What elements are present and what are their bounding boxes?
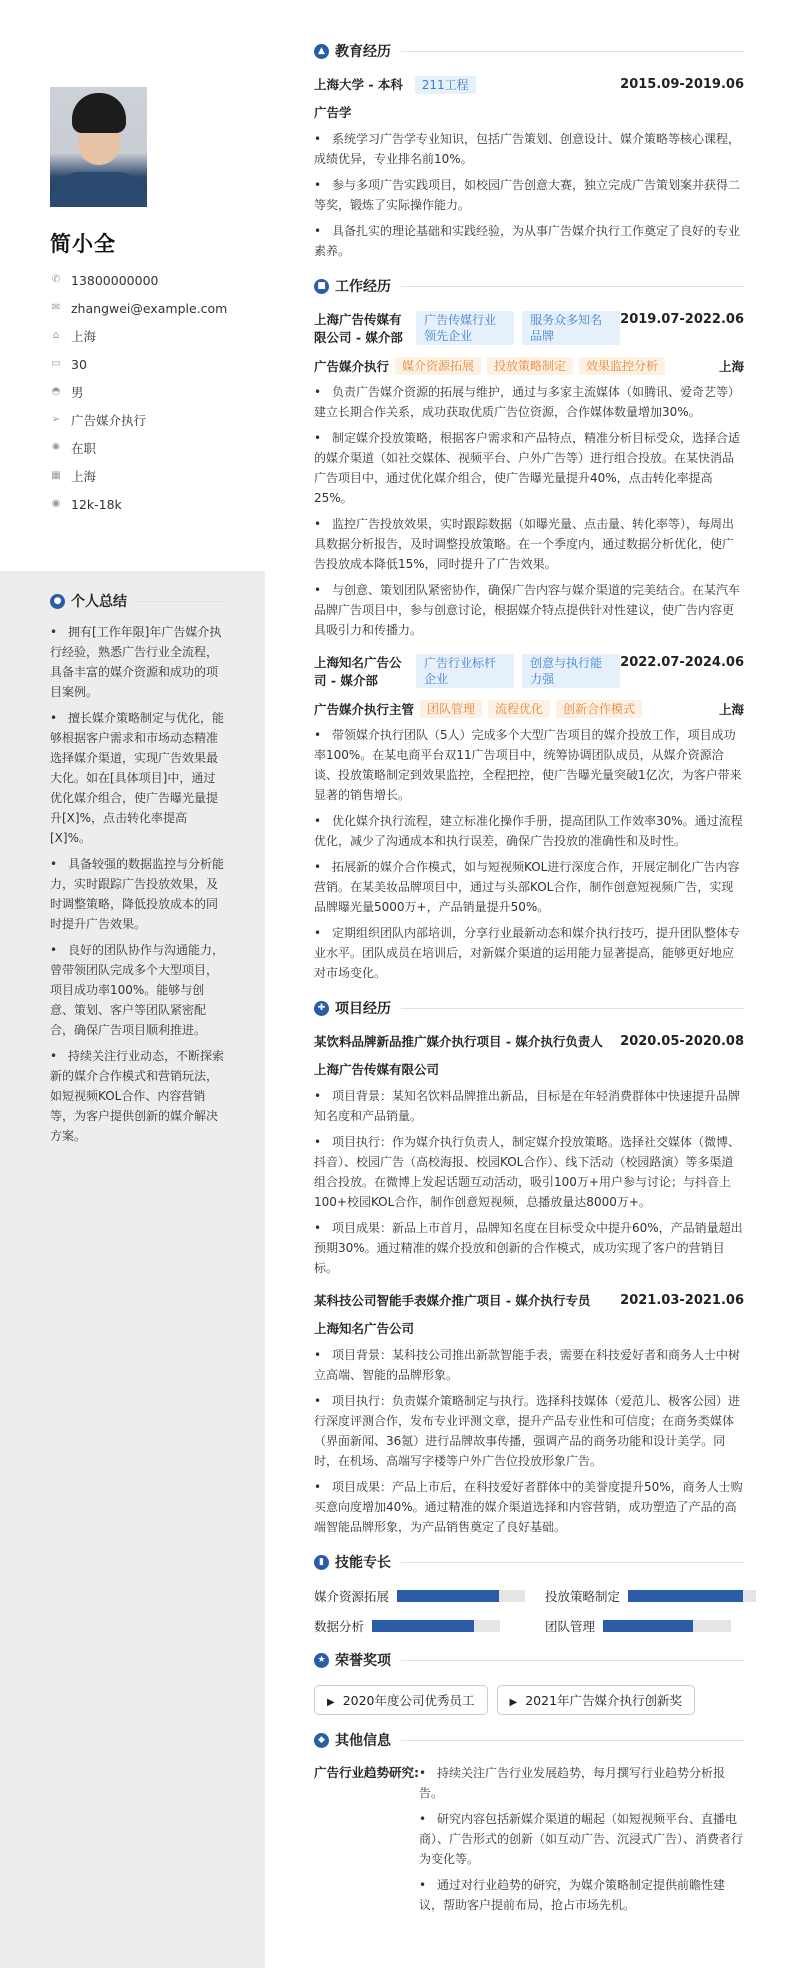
summary-item: • 具备较强的数据监控与分析能力，实时跟踪广告投放效果，及时调整策略，降低投放成本的同时提升广告效果。 xyxy=(50,857,225,931)
summary-item: • 擅长媒介策略制定与优化，能够根据客户需求和市场动态精准选择媒介渠道，实现广告效果最大化。如在[具体项目]中，通过优化媒介组合，使广告曝光量提升[X]%，点击转化率提高[X]%。 xyxy=(50,711,225,845)
skill-tag: 团队管理 xyxy=(420,700,482,718)
status-icon: ✺ xyxy=(51,442,61,453)
divider xyxy=(401,286,744,287)
briefcase-icon: ■ xyxy=(314,279,329,294)
education-date: 2015.09-2019.06 xyxy=(620,77,744,92)
other-item: • 研究内容包括新媒介渠道的崛起（如短视频平台、直播电商）、广告形式的创新（如互动广告、沉浸式广告）、消费者行为变化等。 xyxy=(419,1812,744,1866)
avatar xyxy=(50,87,147,207)
grid-icon: ✚ xyxy=(314,1001,329,1016)
skill-item: 媒介资源拓展 xyxy=(314,1587,525,1605)
awards-section: ★ 荣誉奖项 ▶ 2020年度公司优秀员工 ▶ 2021年广告媒介执行创新奖 xyxy=(314,1649,744,1715)
other-section: ◆ 其他信息 广告行业趋势研究: • 持续关注广告行业发展趋势，每月撰写行业趋势分析报告。 • 研究内容包括新媒介渠道的崛起（如短视频平台、直播电商）、广告形式的创新（如互动广告、沉浸式广告）、消费者行为变化等。 • 通过对行业趋势的研究，为媒介策略制定提供前瞻性建议，帮助客户提前布局，抢占市场先机。 xyxy=(314,1729,744,1921)
project-entry xyxy=(314,1292,744,1537)
job-entry xyxy=(314,311,744,640)
skill-bar xyxy=(628,1590,756,1602)
company-tag: 广告行业标杆企业 xyxy=(416,654,514,688)
divider xyxy=(401,1660,744,1661)
job-role: 广告媒介执行主管 xyxy=(314,702,415,717)
mail-icon: ✉ xyxy=(51,302,61,313)
company-name: 上海知名广告公司 - 媒介部 xyxy=(314,655,402,688)
award-icon: ★ xyxy=(314,1653,329,1668)
skills-section: ▮ 技能专长 媒介资源拓展 投放策略制定 数据分析 团队管理 xyxy=(314,1551,744,1635)
company-tag: 广告传媒行业领先企业 xyxy=(416,311,514,345)
info-email: ✉ zhangwei@example.com xyxy=(51,300,228,316)
education-item: • 具备扎实的理论基础和实践经验，为从事广告媒介执行工作奠定了良好的专业素养。 xyxy=(314,224,741,258)
divider xyxy=(401,1740,744,1741)
job-location: 上海 xyxy=(718,359,744,374)
info-salary: ◉ 12k-18k xyxy=(51,496,122,512)
summary-item: • 拥有[工作年限]年广告媒介执行经验，熟悉广告行业全流程，具备丰富的媒介资源和成功的项目案例。 xyxy=(50,625,222,699)
summary-section xyxy=(50,590,225,1152)
major: 广告学 xyxy=(314,105,352,120)
divider xyxy=(137,601,225,602)
building-icon: ▦ xyxy=(51,470,61,481)
info-position: ➢ 广告媒介执行 xyxy=(51,413,147,428)
skill-tag: 投放策略制定 xyxy=(487,357,573,375)
skill-item: 投放策略制定 xyxy=(545,1587,756,1605)
play-icon: ▶ xyxy=(509,1697,518,1708)
user-icon: ● xyxy=(50,594,65,609)
project-item: • 项目成果：产品上市后，在科技爱好者群体中的美誉度提升50%，商务人士购买意向度增加40%。通过精准的媒介渠道选择和内容营销，成功塑造了产品的高端智能品牌形象，为产品销售奠定了良好基础。 xyxy=(314,1480,743,1534)
project-name: 某饮料品牌新品推广媒介执行项目 - 媒介执行负责人 xyxy=(314,1034,603,1049)
job-date: 2019.07-2022.06 xyxy=(620,312,744,327)
graduation-cap-icon: ▲ xyxy=(314,44,329,59)
divider xyxy=(401,1562,744,1563)
skill-tag: 创新合作模式 xyxy=(556,700,642,718)
divider xyxy=(401,51,744,52)
other-label: 广告行业趋势研究: xyxy=(314,1765,419,1780)
info-status: ✺ 在职 xyxy=(51,441,97,456)
skill-tag: 流程优化 xyxy=(488,700,550,718)
project-item: • 项目成果：新品上市首月，品牌知名度在目标受众中提升60%，产品销量超出预期30%。通过精准的媒介投放和创新的合作模式，成功实现了客户的营销目标。 xyxy=(314,1221,743,1275)
job-entry xyxy=(314,654,744,983)
info-work-city: ▦ 上海 xyxy=(51,469,97,484)
job-item: • 拓展新的媒介合作模式，如与短视频KOL进行深度合作，开展定制化广告内容营销。在某美妆品牌项目中，通过与头部KOL合作，制作创意短视频广告，实现品牌曝光量5000万+，产品销量提升50%。 xyxy=(314,860,740,914)
project-entry xyxy=(314,1033,744,1278)
project-item: • 项目背景：某科技公司推出新款智能手表，需要在科技爱好者和商务人士中树立高端、智能的品牌形象。 xyxy=(314,1348,741,1382)
company-tag: 创意与执行能力强 xyxy=(522,654,620,688)
divider xyxy=(401,1008,744,1009)
send-icon: ➢ xyxy=(51,414,61,425)
job-item: • 与创意、策划团队紧密协作，确保广告内容与媒介渠道的完美结合。在某汽车品牌广告项目中，参与创意讨论，根据媒介特点提供针对性建议，使广告内容更具吸引力和传播力。 xyxy=(314,583,741,637)
skill-tag: 效果监控分析 xyxy=(579,357,665,375)
project-date: 2020.05-2020.08 xyxy=(620,1034,744,1049)
candidate-name: 简小全 xyxy=(50,232,116,256)
job-role: 广告媒介执行 xyxy=(314,359,390,374)
job-item: • 优化媒介执行流程，建立标准化操作手册，提高团队工作效率30%。通过流程优化，减少了沟通成本和执行误差，确保广告投放的准确性和及时性。 xyxy=(314,814,743,848)
job-item: • 负责广告媒介资源的拓展与维护，通过与多家主流媒体（如腾讯、爱奇艺等）建立长期合作关系，成功获取优质广告位资源，合作媒体数量增加30%。 xyxy=(314,385,741,419)
work-section: ■ 工作经历 上海广告传媒有限公司 - 媒介部 广告传媒行业领先企业 服务众多知名品牌 2019.07-2022.06 广告媒介执行 媒介资源拓展 投放策略制定 效果监控分析 上海 • 负责广告媒介资源的拓展与维护，通过与多家主流媒体（如腾讯、爱奇艺等）建立长期合作关系，成功获取优质广告位资源，合作媒体数量增加30%。 • 制定媒介投放策略，根据客户需求和产品特点，精准分析目标受众，选择合适的媒介渠道（如社交媒体、视频平台、户外广告等）进行组合投放。在某快消品广告项目中，通过优化媒介组合，使广告曝光量提升40%，点击转化率提高25%。 • 监控广告投放效果，实时跟踪数据（如曝光量、点击量、转化率等），每周出具数据分析报告，及时调整投放策略。在一个季度内，通过数据分析优化，使广告投放成本降低15%，同时提升了广告效果。 • 与创意、策划团队紧密协作，确保广告内容与媒介渠道的完美结合。在某汽车品牌广告项目中，参与创意讨论，根据媒介特点提供针对性建议，使广告内容更具吸引力和传播力。 上海知名广告公司 - 媒介部 广告行业标杆企业 创意与执行能力强 2022.07-2024.06 广告媒介执行主管 团队管理 流程优化 创新合作模式 上海 • 带领媒介执行团队（5人）完成多个大型广告项目的媒介投放工作，项目成功率100%。在某电商平台双11广告项目中，统筹协调团队成员，从媒介资源洽谈、投放策略制定到效果监控，全程把控，使广告曝光量突破1亿次，为客户带来显著的销售增长。 • 优化媒介执行流程，建立标准化操作手册，提高团队工作效率30%。通过流程优化，减少了沟通成本和执行误差，确保广告投放的准确性和及时性。 • 拓展新的媒介合作模式，如与短视频KOL进行深度合作，开展定制化广告内容营销。在某美妆品牌项目中，通过与头部KOL合作，制作创意短视频广告，实现品牌曝光量5000万+，产品销量提升50%。 • 定期组织团队内部培训，分享行业最新动态和媒介执行技巧，提升团队整体专业水平。团队成员在培训后，对新媒介渠道的运用能力显著提高，能够更好地应对市场变化。 xyxy=(314,275,744,983)
home-icon: ⌂ xyxy=(52,330,60,341)
project-company: 上海知名广告公司 xyxy=(314,1321,415,1336)
job-item: • 制定媒介投放策略，根据客户需求和产品特点，精准分析目标受众，选择合适的媒介渠道（如社交媒体、视频平台、户外广告等）进行组合投放。在某快消品广告项目中，通过优化媒介组合，使广告曝光量提升40%，点击转化率提高25%。 xyxy=(314,431,741,505)
education-section: ▲ 教育经历 上海大学 - 本科 211工程 2015.09-2019.06 广告学 • 系统学习广告学专业知识，包括广告策划、创意设计、媒介策略等核心课程，成绩优异，专业排名前10%。 • 参与多项广告实践项目，如校园广告创意大赛，独立完成广告策划案并获得二等奖，锻炼了实际操作能力。 • 具备扎实的理论基础和实践经验，为从事广告媒介执行工作奠定了良好的专业素养。 xyxy=(314,40,744,261)
contact-info-list xyxy=(50,266,227,518)
info-gender: ◓ 男 xyxy=(51,385,84,400)
job-location: 上海 xyxy=(718,702,744,717)
job-item: • 定期组织团队内部培训，分享行业最新动态和媒介执行技巧，提升团队整体专业水平。团队成员在培训后，对新媒介渠道的运用能力显著提高，能够更好地应对市场变化。 xyxy=(314,926,741,980)
bar-chart-icon: ▮ xyxy=(314,1555,329,1570)
skill-bar xyxy=(397,1590,525,1602)
other-item: • 通过对行业趋势的研究，为媒介策略制定提供前瞻性建议，帮助客户提前布局，抢占市场先机。 xyxy=(419,1878,726,1912)
phone-icon: ✆ xyxy=(51,274,61,285)
education-item: • 系统学习广告学专业知识，包括广告策划、创意设计、媒介策略等核心课程，成绩优异，专业排名前10%。 xyxy=(314,132,741,166)
summary-item: • 持续关注行业动态，不断探索新的媒介合作模式和营销玩法，如短视频KOL合作、内容营销等，为客户提供创新的媒介解决方案。 xyxy=(50,1049,225,1143)
education-item: • 参与多项广告实践项目，如校园广告创意大赛，独立完成广告策划案并获得二等奖，锻炼了实际操作能力。 xyxy=(314,178,741,212)
summary-item: • 良好的团队协作与沟通能力，曾带领团队完成多个大型项目，项目成功率100%。能够与创意、策划、客户等团队紧密配合，确保广告项目顺利推进。 xyxy=(50,943,225,1037)
project-item: • 项目执行：负责媒介策略制定与执行。选择科技媒体（爱范儿、极客公园）进行深度评测合作，发布专业评测文章，提升产品专业性和可信度；在商务类媒体（界面新闻、36氪）进行品牌故事传播，强调产品的商务功能和设计美学。同时，在机场、高端写字楼等户外广告位投放形象广告。 xyxy=(314,1394,741,1468)
award-item[interactable]: ▶ 2020年度公司优秀员工 xyxy=(314,1685,488,1715)
info-age: ▭ 30 xyxy=(51,356,87,372)
project-item: • 项目背景：某知名饮料品牌推出新品，目标是在年轻消费群体中快速提升品牌知名度和产品销量。 xyxy=(314,1089,741,1123)
job-item: • 带领媒介执行团队（5人）完成多个大型广告项目的媒介投放工作，项目成功率100%。在某电商平台双11广告项目中，统筹协调团队成员，从媒介资源洽谈、投放策略制定到效果监控，全程把控，使广告曝光量突破1亿次，为客户带来显著的销售增长。 xyxy=(314,728,742,802)
salary-icon: ◉ xyxy=(51,498,61,509)
project-company: 上海广告传媒有限公司 xyxy=(314,1062,440,1077)
job-date: 2022.07-2024.06 xyxy=(620,655,744,670)
projects-section: ✚ 项目经历 某饮料品牌新品推广媒介执行项目 - 媒介执行负责人 2020.05-2020.08 上海广告传媒有限公司 • 项目背景：某知名饮料品牌推出新品，目标是在年轻消费群体中快速提升品牌知名度和产品销量。 • 项目执行：作为媒介执行负责人，制定媒介投放策略。选择社交媒体（微博、抖音）、校园广告（高校海报、校园KOL合作）、线下活动（校园路演）等多渠道组合投放。在微博上发起话题互动活动，吸引100万+用户参与讨论；与抖音上100+校园KOL合作，制作创意短视频，总播放量达8000万+。 • 项目成果：新品上市首月，品牌知名度在目标受众中提升60%，产品销量超出预期30%。通过精准的媒介投放和创新的合作模式，成功实现了客户的营销目标。 某科技公司智能手表媒介推广项目 - 媒介执行专员 2021.03-2021.06 上海知名广告公司 • 项目背景：某科技公司推出新款智能手表，需要在科技爱好者和商务人士中树立高端、智能的品牌形象。 • 项目执行：负责媒介策略制定与执行。选择科技媒体（爱范儿、极客公园）进行深度评测合作，发布专业评测文章，提升产品专业性和可信度；在商务类媒体（界面新闻、36氪）进行品牌故事传播，强调产品的商务功能和设计美学。同时，在机场、高端写字楼等户外广告位投放形象广告。 • 项目成果：产品上市后，在科技爱好者群体中的美誉度提升50%，商务人士购买意向度增加40%。通过精准的媒介渠道选择和内容营销，成功塑造了产品的高端智能品牌形象，为产品销售奠定了良好基础。 xyxy=(314,997,744,1537)
project-item: • 项目执行：作为媒介执行负责人，制定媒介投放策略。选择社交媒体（微博、抖音）、校园广告（高校海报、校园KOL合作）、线下活动（校园路演）等多渠道组合投放。在微博上发起话题互动活动，吸引100万+用户参与讨论；与抖音上100+校园KOL合作，制作创意短视频，总播放量达8000万+。 xyxy=(314,1135,741,1209)
skill-tag: 媒介资源拓展 xyxy=(395,357,481,375)
skill-item: 团队管理 xyxy=(545,1617,756,1635)
gender-icon: ◓ xyxy=(51,386,61,397)
project-date: 2021.03-2021.06 xyxy=(620,1293,744,1308)
skill-bar xyxy=(603,1620,731,1632)
project-name: 某科技公司智能手表媒介推广项目 - 媒介执行专员 xyxy=(314,1293,591,1308)
main-content xyxy=(314,40,744,1935)
company-name: 上海广告传媒有限公司 - 媒介部 xyxy=(314,312,403,345)
info-phone: ✆ 13800000000 xyxy=(51,272,159,288)
info-icon: ◆ xyxy=(314,1733,329,1748)
info-city: ⌂ 上海 xyxy=(50,322,227,350)
school-tag: 211工程 xyxy=(415,76,476,94)
cake-icon: ▭ xyxy=(51,358,61,369)
skill-item: 数据分析 xyxy=(314,1617,525,1635)
school-name: 上海大学 - 本科 xyxy=(314,77,403,92)
play-icon: ▶ xyxy=(327,1697,335,1708)
company-tag: 服务众多知名品牌 xyxy=(522,311,620,345)
other-item: • 持续关注广告行业发展趋势，每月撰写行业趋势分析报告。 xyxy=(419,1766,726,1800)
skill-bar xyxy=(372,1620,500,1632)
job-item: • 监控广告投放效果，实时跟踪数据（如曝光量、点击量、转化率等），每周出具数据分析报告，及时调整投放策略。在一个季度内，通过数据分析优化，使广告投放成本降低15%，同时提升了广告效果。 xyxy=(314,517,735,571)
section-header: ● 个人总结 xyxy=(50,590,225,612)
award-item[interactable]: ▶ 2021年广告媒介执行创新奖 xyxy=(497,1685,696,1715)
